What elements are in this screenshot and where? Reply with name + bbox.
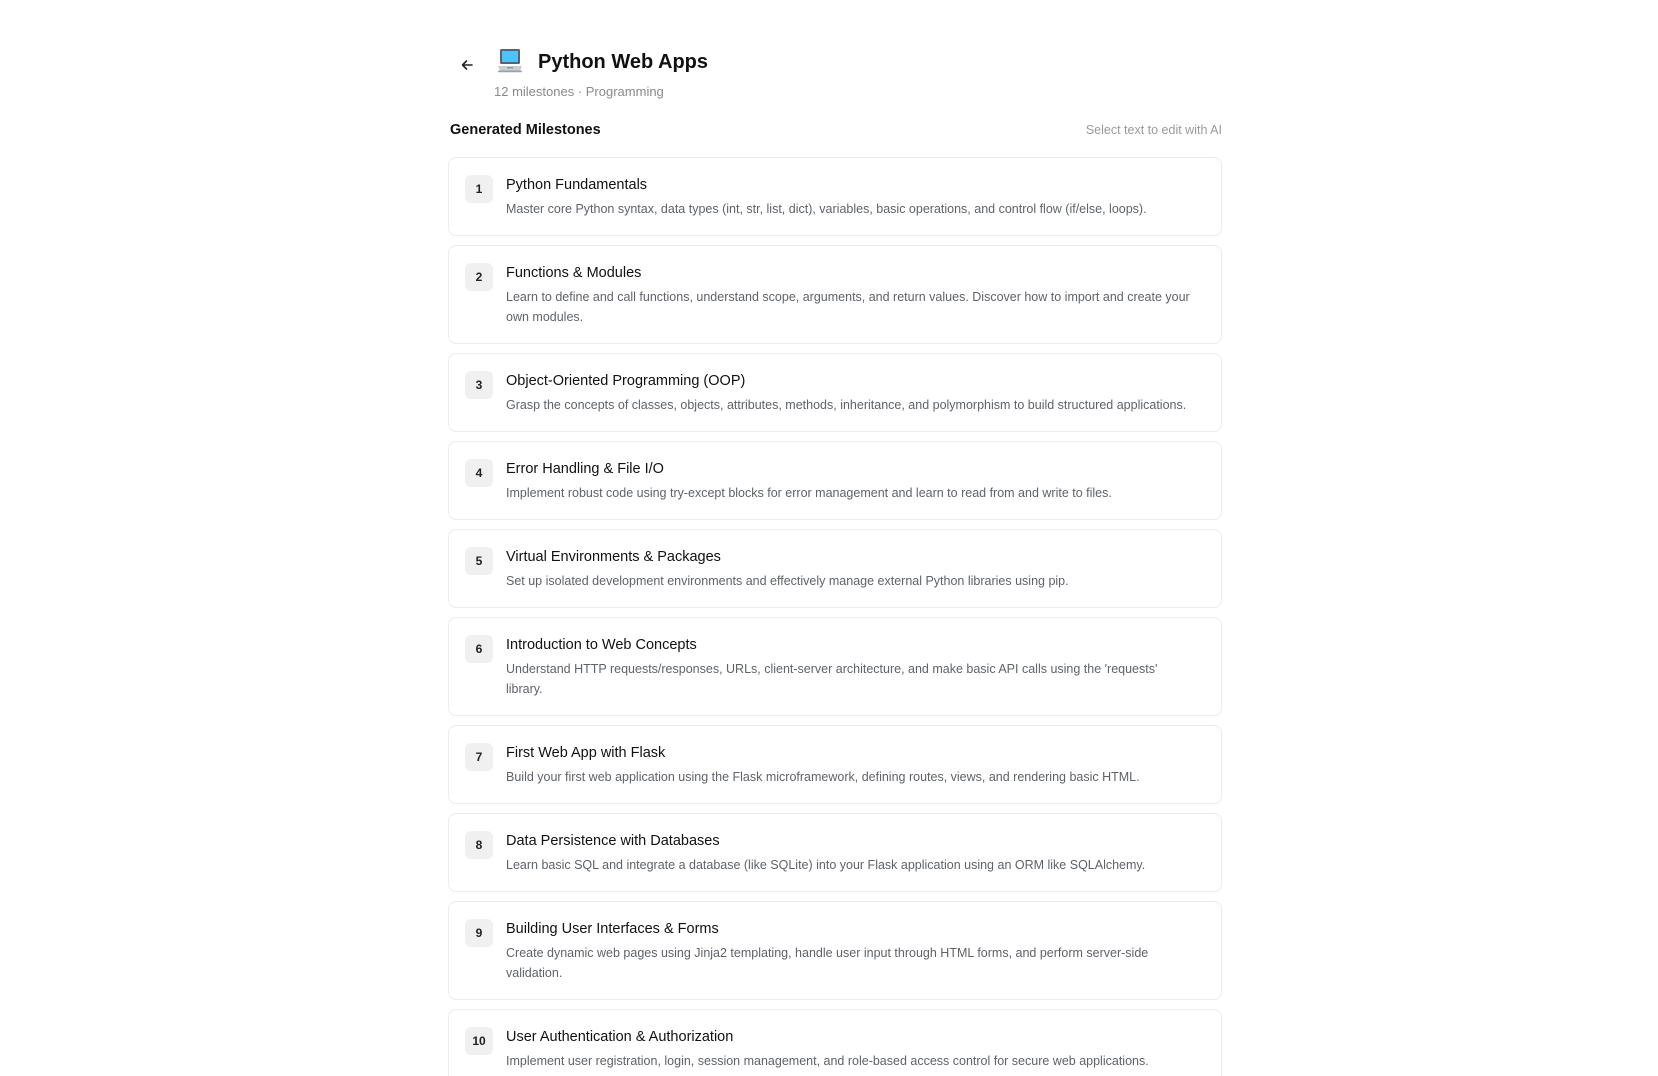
arrow-left-icon — [459, 57, 475, 73]
milestone-number: 8 — [465, 831, 493, 859]
milestone-card[interactable] — [448, 901, 1222, 1000]
milestone-description[interactable]: Grasp the concepts of classes, objects, attributes, methods, inheritance, and polymorphism to build structured applications. — [506, 398, 1187, 412]
milestone-card[interactable] — [448, 245, 1222, 344]
page-title: Python Web Apps — [538, 51, 708, 73]
milestone-card[interactable] — [448, 529, 1222, 608]
milestone-title[interactable]: Object-Oriented Programming (OOP) — [506, 373, 746, 389]
milestones-panel — [448, 44, 1222, 1076]
milestone-card[interactable] — [448, 725, 1222, 804]
page-subtitle: 12 milestones · Programming — [494, 84, 664, 99]
milestone-card[interactable] — [448, 441, 1222, 520]
section-header — [448, 122, 1222, 144]
milestone-title[interactable]: Building User Interfaces & Forms — [506, 921, 719, 937]
page-header — [448, 44, 1222, 100]
milestone-number: 7 — [465, 743, 493, 771]
milestone-number: 2 — [465, 263, 493, 291]
section-title: Generated Milestones — [450, 122, 601, 138]
back-button[interactable] — [454, 52, 480, 78]
milestone-description[interactable]: Learn to define and call functions, understand scope, arguments, and return values. Discover how to import and create your own modules. — [506, 290, 1190, 324]
milestone-title[interactable]: User Authentication & Authorization — [506, 1029, 734, 1045]
milestone-number: 5 — [465, 547, 493, 575]
milestone-description[interactable]: Set up isolated development environments and effectively manage external Python libraries using pip. — [506, 574, 1069, 588]
milestone-number: 3 — [465, 371, 493, 399]
milestone-number: 9 — [465, 919, 493, 947]
milestone-title[interactable]: First Web App with Flask — [506, 745, 666, 761]
milestone-description[interactable]: Build your first web application using the Flask microframework, defining routes, views, and rendering basic HTML. — [506, 770, 1140, 784]
milestone-title[interactable]: Error Handling & File I/O — [506, 461, 664, 477]
milestone-number: 6 — [465, 635, 493, 663]
milestone-card[interactable] — [448, 813, 1222, 892]
milestone-description[interactable]: Understand HTTP requests/responses, URLs, client-server architecture, and make basic API calls using the 'requests' library. — [506, 662, 1158, 696]
milestone-title[interactable]: Virtual Environments & Packages — [506, 549, 721, 565]
milestone-description[interactable]: Create dynamic web pages using Jinja2 templating, handle user input through HTML forms, and perform server-side validation. — [506, 946, 1149, 980]
laptop-icon — [496, 48, 524, 74]
edit-hint: Select text to edit with AI — [1085, 123, 1222, 137]
milestone-card[interactable] — [448, 1009, 1222, 1076]
milestone-card[interactable] — [448, 353, 1222, 432]
milestone-list — [448, 157, 1222, 1076]
milestone-number: 10 — [465, 1027, 493, 1055]
milestone-description[interactable]: Master core Python syntax, data types (int, str, list, dict), variables, basic operations, and control flow (if/else, loops). — [506, 202, 1147, 216]
milestone-title[interactable]: Functions & Modules — [506, 265, 642, 281]
milestone-card[interactable] — [448, 617, 1222, 716]
milestone-number: 1 — [465, 175, 493, 203]
milestone-title[interactable]: Data Persistence with Databases — [506, 833, 720, 849]
milestone-number: 4 — [465, 459, 493, 487]
milestone-description[interactable]: Implement user registration, login, session management, and role-based access control for secure web applications. — [506, 1054, 1149, 1068]
milestone-description[interactable]: Learn basic SQL and integrate a database (like SQLite) into your Flask application using an ORM like SQLAlchemy. — [506, 858, 1146, 872]
milestone-description[interactable]: Implement robust code using try-except blocks for error management and learn to read from and write to files. — [506, 486, 1112, 500]
milestone-title[interactable]: Python Fundamentals — [506, 177, 648, 193]
milestone-title[interactable]: Introduction to Web Concepts — [506, 637, 697, 653]
milestone-card[interactable] — [448, 157, 1222, 236]
